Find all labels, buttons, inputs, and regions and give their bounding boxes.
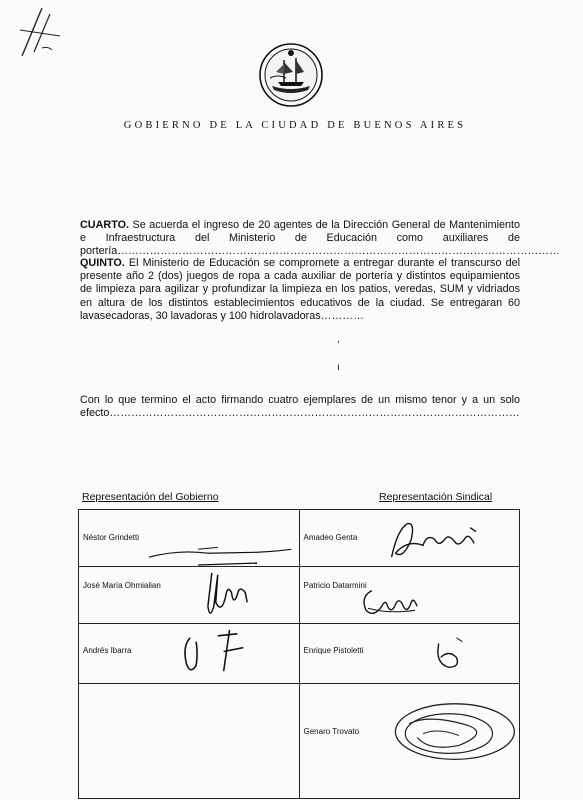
stray-mark: ı — [337, 362, 340, 373]
paragraph-quinto — [80, 257, 520, 323]
government-signatory-name: Néstor Grindetti — [83, 533, 140, 542]
signature-cell — [299, 624, 520, 684]
stray-mark: , — [337, 334, 340, 345]
signature-cell — [299, 567, 520, 624]
government-signatory-name: José María Ohmialian — [83, 581, 161, 590]
signature-cell — [79, 567, 300, 624]
signature-cell — [79, 510, 300, 567]
government-signatory-name: Andrés Ibarra — [83, 646, 132, 655]
paragraph-quinto-text: El Ministerio de Educación se compromete a entregar durante el transcurso del presente año 2 (dos) juegos de ropa a cada auxiliar de portería y distintos equipamientos de limpieza para agilizar y profundizar la limpieza en los patios, veredas, SUM y vidriados en altura de los distintos establecimientos educativos de la ciudad. Se entregaran 60 lavasecadoras, 30 lavadoras y 100 hidrolavadoras………… — [80, 257, 520, 322]
paragraph-cuarto-text: Se acuerda el ingreso de 20 agentes de la Dirección General de Mantenimiento e Infraestructura del Ministerio de Educación como auxiliares de portería…………………………………………………………………………………………………………… — [80, 219, 560, 258]
government-representation-heading: Representación del Gobierno — [82, 491, 219, 503]
handwritten-signature-grindetti — [79, 510, 299, 566]
handwritten-signature-pistoletti — [300, 624, 520, 683]
union-representation-heading: Representación Sindical — [379, 491, 493, 503]
union-signatory-name: Genaro Trovato — [303, 727, 360, 736]
handwritten-corner-mark — [12, 6, 72, 66]
union-signatory-name: Enrique Pistoletti — [303, 646, 364, 655]
paragraph-cuarto — [80, 219, 560, 259]
city-seal-icon — [258, 42, 324, 108]
paragraph-cuarto-label: CUARTO. — [80, 219, 129, 231]
handwritten-signature-ohmialian — [79, 567, 299, 623]
union-signatory-name: Amadeo Genta — [303, 533, 358, 542]
union-signatory-name: Patricio Datarmini — [303, 581, 367, 590]
handwritten-signature-genta — [300, 510, 520, 566]
signature-cell — [79, 624, 300, 684]
handwritten-signature-trovato — [300, 684, 520, 798]
handwritten-signature-datarmini — [300, 567, 520, 623]
signature-cell-empty — [79, 684, 300, 799]
signature-cell — [299, 684, 520, 799]
signature-cell — [299, 510, 520, 567]
handwritten-signature-ibarra — [79, 624, 299, 683]
paragraph-closing: Con lo que termino el acto firmando cuatro ejemplares de un mismo tenor y a un solo efecto…………………………………………………………………………………………………… — [80, 394, 520, 420]
paragraph-quinto-label: QUINTO. — [80, 257, 125, 269]
signature-table — [78, 509, 520, 799]
header-title: GOBIERNO DE LA CIUDAD DE BUENOS AIRES — [123, 120, 467, 131]
